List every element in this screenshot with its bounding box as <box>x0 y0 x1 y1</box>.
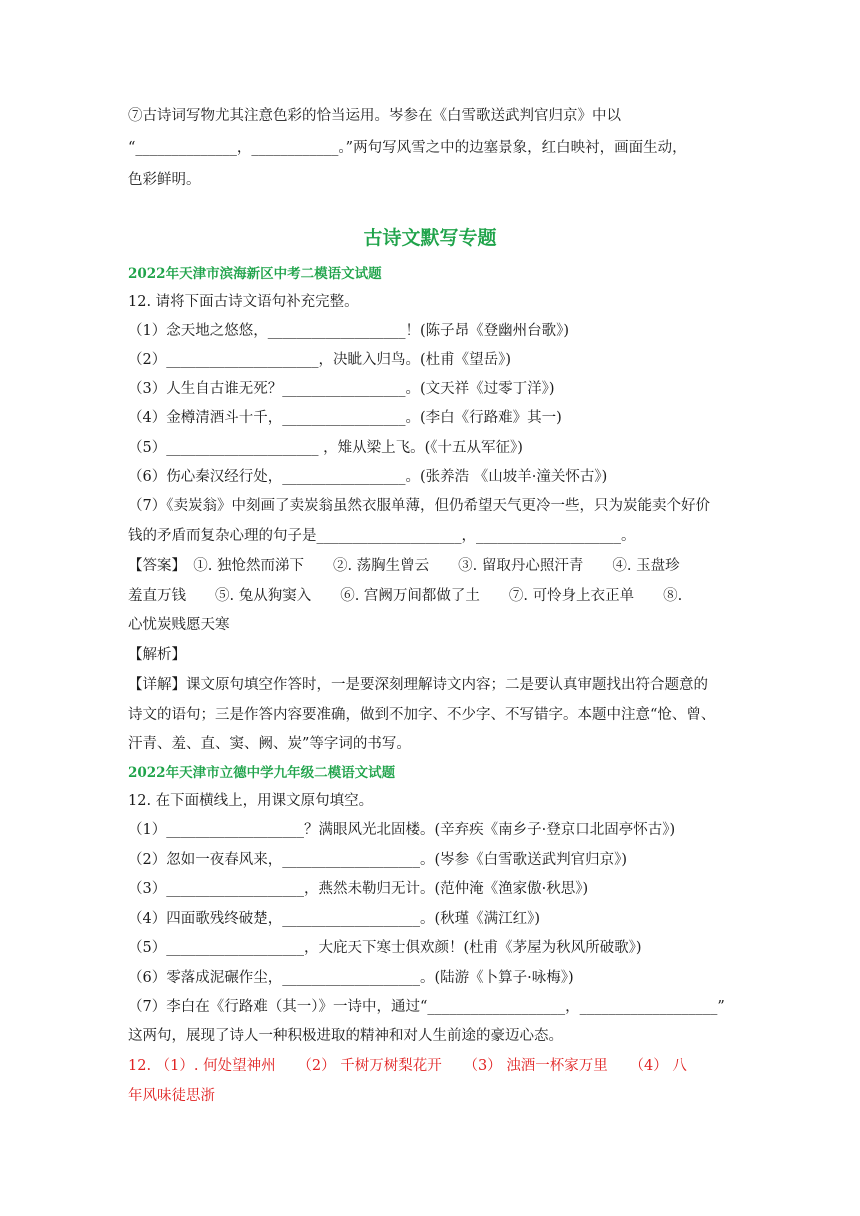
fill-item: （4）金樽清酒斗十千，_________________。(李白《行路难》其一) <box>128 410 562 426</box>
source-heading: 2022年天津市立德中学九年级二模语文试题 <box>128 765 396 781</box>
intro-line: “______________，____________。”两句写风雪之中的边塞景象，红白映衬，画面生动， <box>128 140 687 156</box>
fill-item: （1）___________________？满眼风光北固楼。(辛弃疾《南乡子·登京口北固亭怀古》) <box>128 822 676 838</box>
fill-item: （4）四面歌残终破楚，___________________。(秋瑾《满江红》) <box>128 911 541 927</box>
answer-line: 【答案】 ①. 独怆然而涕下 ②. 荡胸生曾云 ③. 留取丹心照汗青 ④. 玉盘珍 <box>128 558 680 574</box>
question-stem: 12. 在下面横线上，用课文原句填空。 <box>128 793 374 809</box>
fill-item: （5）_____________________ ，雉从梁上飞。(《十五从军征》) <box>128 440 523 456</box>
fill-item: （2）忽如一夜春风来，___________________。(岑参《白雪歌送武判官归京》) <box>128 852 628 868</box>
fill-item: 钱的矛盾而复杂心理的句子是____________________，____________________。 <box>128 528 636 544</box>
fill-item: （6）伤心秦汉经行处，_________________。(张养浩 《山坡羊·潼关怀古》) <box>128 469 608 485</box>
detail-line: 汗青、羞、直、窦、阙、炭”等字词的书写。 <box>128 736 411 752</box>
answer-line: 年风味徒思浙 <box>128 1088 215 1104</box>
question-stem: 12. 请将下面古诗文语句补充完整。 <box>128 294 359 310</box>
fill-item: （3）人生自古谁无死？_________________。(文天祥《过零丁洋》) <box>128 381 555 397</box>
fill-item: 这两句，展现了诗人一种积极进取的精神和对人生前途的豪迈心态。 <box>128 1028 563 1044</box>
answer-line: 羞直万钱 ⑤. 兔从狗窦入 ⑥. 宫阙万间都做了土 ⑦. 可怜身上衣正单 ⑧. <box>128 588 683 604</box>
fill-item: （5）___________________，大庇天下寒士俱欢颜！(杜甫《茅屋为秋风所破歌》) <box>128 940 642 956</box>
answer-line: 心忧炭贱愿天寒 <box>128 617 230 633</box>
answer-line: 12. （1）. 何处望神州 （2） 千树万树梨花开 （3） 浊酒一杯家万里 （4） 八 <box>128 1058 687 1074</box>
analysis-label: 【解析】 <box>128 647 186 663</box>
fill-item: （3）___________________，燕然未勒归无计。(范仲淹《渔家傲·秋思》) <box>128 881 589 897</box>
fill-item: （7）李白在《行路难（其一）》一诗中，通过“___________________，___________________” <box>128 999 725 1015</box>
intro-line: 色彩鲜明。 <box>128 172 201 188</box>
detail-line: 诗文的语句；三是作答内容要准确，做到不加字、不少字、不写错字。本题中注意“怆、曾、 <box>128 707 716 723</box>
detail-line: 【详解】课文原句填空作答时，一是要深刻理解诗文内容；二是要认真审题找出符合题意的 <box>128 677 708 693</box>
fill-item: （7）《卖炭翁》中刻画了卖炭翁虽然衣服单薄，但仍希望天气更冷一些，只为炭能卖个好价 <box>128 498 710 514</box>
fill-item: （6）零落成泥碾作尘，___________________。(陆游《卜算子·咏梅》) <box>128 970 574 986</box>
fill-item: （2）_____________________，决眦入归鸟。(杜甫《望岳》) <box>128 352 512 368</box>
section-title: 古诗文默写专题 <box>363 227 497 249</box>
fill-item: （1）念天地之悠悠，___________________！(陈子昂《登幽州台歌》) <box>128 323 570 339</box>
intro-line: ⑦古诗词写物尤其注意色彩的恰当运用。岑参在《白雪歌送武判官归京》中以 <box>128 108 621 124</box>
source-heading: 2022年天津市滨海新区中考二模语文试题 <box>128 266 382 282</box>
